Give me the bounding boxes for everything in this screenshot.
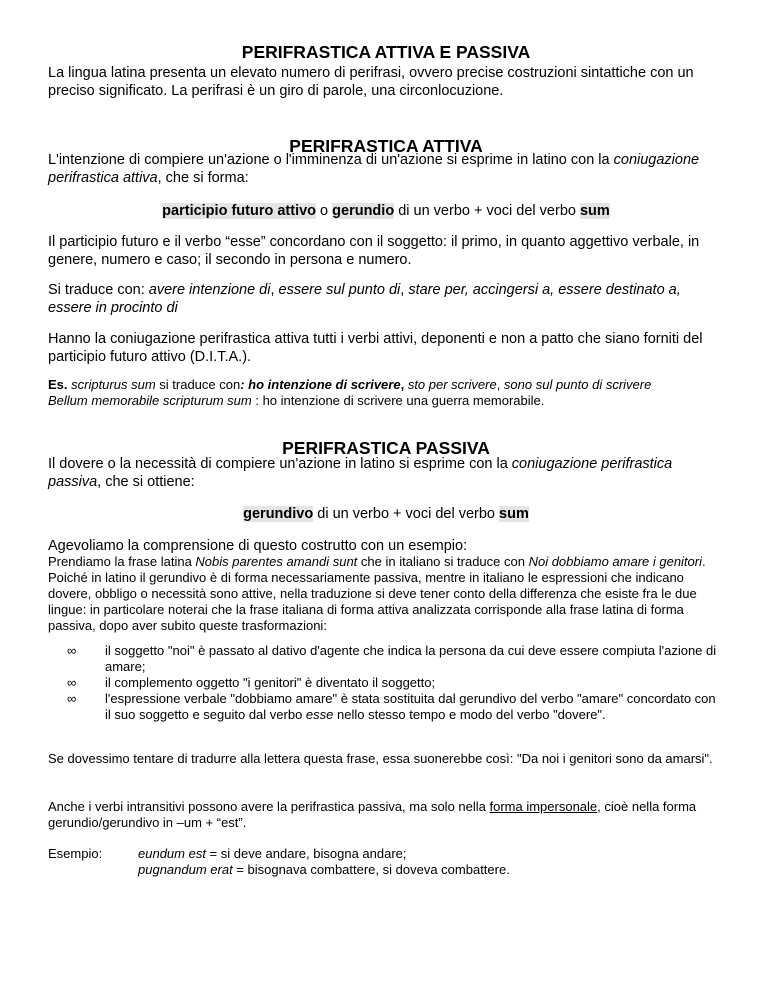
attiva-paragraph-3: Si traduce con: avere intenzione di, essere sul punto di, stare per, accingersi a, essere destinato a, essere in procinto di	[48, 282, 681, 316]
heading-perifrastica-attiva: PERIFRASTICA ATTIVA	[289, 136, 483, 156]
bullet-icon: ∞	[67, 675, 77, 690]
esempio-line-1: eundum est = si deve andare, bisogna andare;	[138, 846, 407, 861]
document-title: PERIFRASTICA ATTIVA E PASSIVA	[241, 42, 531, 62]
attiva-paragraph-1: L'intenzione di compiere un'azione o l'imminenza di un'azione si esprime in latino con la coniugazione perifrastica attiva, che si forma:	[48, 152, 700, 186]
heading-perifrastica-passiva: PERIFRASTICA PASSIVA	[282, 438, 490, 458]
esempio-label: Esempio:	[48, 846, 103, 861]
passiva-formula: gerundivo di un verbo + voci del verbo sum	[243, 506, 529, 522]
attiva-paragraph-4: Hanno la coniugazione perifrastica attiva tutti i verbi attivi, deponenti e non a patto che siano forniti del participio futuro attivo (D.I.T.A.).	[48, 331, 703, 365]
intro-paragraph: La lingua latina presenta un elevato numero di perifrasi, ovvero precise costruzioni sintattiche con un preciso significato. La perifrasi è un giro di parole, una circonlocuzione.	[48, 65, 694, 99]
esempio-lines	[138, 846, 724, 878]
attiva-example-1: Es. scripturus sum si traduce con: ho intenzione di scrivere, sto per scrivere, sono sul punto di scrivere	[48, 377, 652, 392]
passiva-paragraph-5: Anche i verbi intransitivi possono avere la perifrastica passiva, ma solo nella forma impersonale, cioè nella forma gerundio/gerundivo in –um + “est”.	[48, 799, 697, 830]
list-item: ∞ il soggetto "noi" è passato al dativo d'agente che indica la persona da cui deve essere compiuta l'azione di amare;	[67, 643, 717, 674]
attiva-paragraph-2: Il participio futuro e il verbo “esse” concordano con il soggetto: il primo, in quanto aggettivo verbale, in genere, numero e caso; il secondo in persona e numero.	[48, 234, 700, 268]
list-item: ∞ l'espressione verbale "dobbiamo amare" è stata sostituita dal gerundivo del verbo "amare" concordato con il suo soggetto e seguito dal verbo esse nello stesso tempo e modo del verbo "dovere".	[67, 691, 716, 722]
bullet-icon: ∞	[67, 691, 77, 706]
transformations-list	[48, 643, 724, 723]
esempio-line-2: pugnandum erat = bisognava combattere, si doveva combattere.	[138, 862, 510, 877]
passiva-paragraph-4: Se dovessimo tentare di tradurre alla lettera questa frase, essa suonerebbe così: "Da noi i genitori sono da amarsi".	[48, 751, 713, 766]
list-item: ∞ il complemento oggetto "i genitori" è diventato il soggetto;	[67, 675, 436, 690]
bullet-icon: ∞	[67, 643, 77, 658]
passiva-paragraph-3: Prendiamo la frase latina Nobis parentes amandi sunt che in italiano si traduce con Noi dobbiamo amare i genitori. Poiché in latino il gerundivo è di forma necessariamente passiva, mentre in italiano le espressioni che indicano dovere, obbligo o necessità sono attive, nella traduzione si deve tener conto della differenza che esiste fra le due lingue: in particolare noterai che la frase italiana di forma attiva analizzata corrisponde alla frase latina di forma passiva, dopo aver subito queste trasformazioni:	[48, 554, 706, 633]
passiva-paragraph-2: Agevoliamo la comprensione di questo costrutto con un esempio:	[48, 538, 468, 554]
attiva-example-2: Bellum memorabile scripturum sum : ho intenzione di scrivere una guerra memorabile.	[48, 393, 545, 408]
passiva-paragraph-1: Il dovere o la necessità di compiere un'azione in latino si esprime con la coniugazione perifrastica passiva, che si ottiene:	[48, 456, 673, 490]
attiva-formula: participio futuro attivo o gerundio di un verbo + voci del verbo sum	[162, 203, 610, 219]
